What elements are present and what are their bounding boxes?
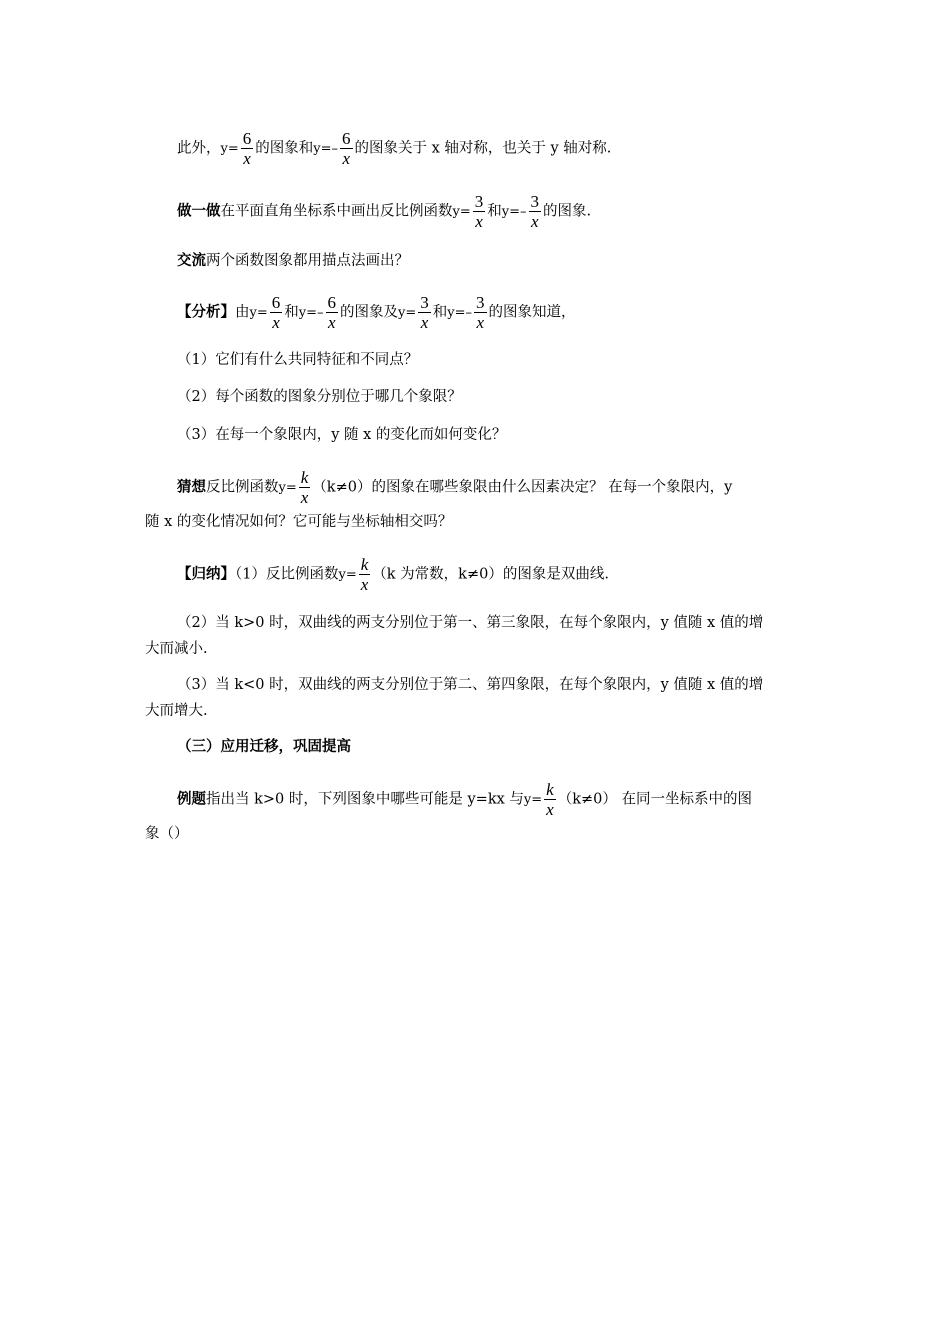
numerator: 3 [474, 192, 484, 211]
fraction [326, 293, 339, 332]
numerator: 6 [327, 293, 336, 312]
summary-point-2: （2）当 k>0 时，双曲线的两支分别位于第一、第三象限，在每个象限内，y 值随 x 值的增 [177, 615, 764, 631]
section-label: 【归纳】 [177, 566, 235, 583]
denominator: x [546, 800, 554, 819]
discussion-paragraph [177, 251, 409, 271]
text: 和 [487, 203, 502, 220]
numerator: 3 [530, 192, 539, 211]
text: （1）反比例函数 [235, 566, 339, 583]
denominator: x [326, 312, 339, 332]
denominator: x [241, 148, 254, 168]
text: y= [338, 567, 357, 583]
text: 的图象. [543, 203, 592, 220]
denominator: x [300, 488, 309, 507]
text: 的图象及 [340, 304, 398, 321]
text: y= [278, 480, 297, 496]
symmetry-paragraph [177, 129, 611, 168]
denominator: x [474, 312, 487, 332]
fraction [299, 468, 311, 507]
fraction [359, 555, 371, 594]
fraction [544, 780, 556, 819]
numerator: 3 [476, 293, 485, 312]
summary-point-2-line-2: 大而减小. [145, 641, 208, 657]
fraction [270, 293, 283, 332]
text: 的图象和 [255, 140, 314, 157]
text: y= [249, 305, 268, 321]
text: 在平面直角坐标系中画出反比例函数 [220, 203, 453, 220]
summary-point-3-line-2: 大而增大. [145, 703, 208, 719]
text: 的图象关于 x 轴对称，也关于 y 轴对称. [354, 140, 612, 157]
section-label: 做一做 [177, 203, 221, 220]
text: 两个函数图象都用描点法画出？ [206, 253, 409, 269]
text: （k 为常数，k≠0）的图象是双曲线. [372, 566, 609, 583]
section-label: 【分析】 [177, 304, 235, 321]
text: 指出当 k>0 时，下列图象中哪些可能是 y=kx 与 [206, 791, 524, 808]
fraction [474, 293, 487, 332]
fraction [418, 293, 431, 332]
denominator: x [473, 211, 486, 231]
text: （k≠0）的图象在哪些象限由什么因素决定？ 在每一个象限内，y [312, 479, 733, 496]
text: y= [220, 141, 239, 157]
fraction [241, 129, 254, 168]
denominator: x [418, 312, 431, 332]
text: 和 [284, 304, 299, 321]
question-3: （3）在每一个象限内，y 随 x 的变化而如何变化？ [177, 427, 507, 443]
text: 此外， [177, 140, 221, 157]
denominator: x [360, 575, 369, 594]
numerator: 6 [342, 129, 351, 148]
text: y= [452, 204, 471, 220]
section-label: 猜想 [177, 479, 206, 496]
summary-point-3: （3）当 k<0 时，双曲线的两支分别位于第二、第四象限，在每个象限内，y 值随 x 值的增 [177, 677, 764, 693]
numerator: 6 [271, 293, 281, 312]
denominator: x [340, 148, 353, 168]
numerator: k [546, 780, 554, 799]
fraction [529, 192, 542, 231]
text: y=– [298, 305, 324, 321]
text: 反比例函数 [206, 479, 279, 496]
denominator: x [529, 211, 542, 231]
numerator: k [360, 555, 369, 574]
text: y= [523, 792, 543, 808]
question-2: （2）每个函数的图象分别位于哪几个象限？ [177, 389, 462, 405]
text: 的图象知道， [488, 304, 576, 321]
section-label: 交流 [177, 253, 206, 269]
try-it-paragraph [177, 192, 591, 231]
conjecture-paragraph [177, 468, 732, 507]
text: y= [398, 305, 417, 321]
numerator: k [300, 468, 309, 487]
text: y=– [501, 204, 527, 220]
text: 由 [235, 304, 250, 321]
text: y=– [313, 141, 338, 157]
numerator: 6 [242, 129, 252, 148]
conjecture-paragraph-line-2: 随 x 的变化情况如何？它可能与坐标轴相交吗？ [145, 514, 453, 530]
fraction [340, 129, 353, 168]
analysis-paragraph [177, 293, 576, 332]
example-paragraph [177, 780, 752, 819]
section-label: 例题 [177, 791, 206, 808]
text: （k≠0） 在同一坐标系中的图 [557, 791, 752, 808]
section-heading: （三）应用迁移，巩固提高 [177, 739, 351, 755]
example-paragraph-line-2: 象（） [145, 826, 189, 842]
numerator: 3 [420, 293, 429, 312]
text: 和 [432, 304, 448, 321]
fraction [473, 192, 486, 231]
denominator: x [270, 312, 283, 332]
question-1: （1）它们有什么共同特征和不同点？ [177, 352, 419, 368]
summary-paragraph [177, 555, 609, 594]
text: y=– [447, 305, 472, 321]
